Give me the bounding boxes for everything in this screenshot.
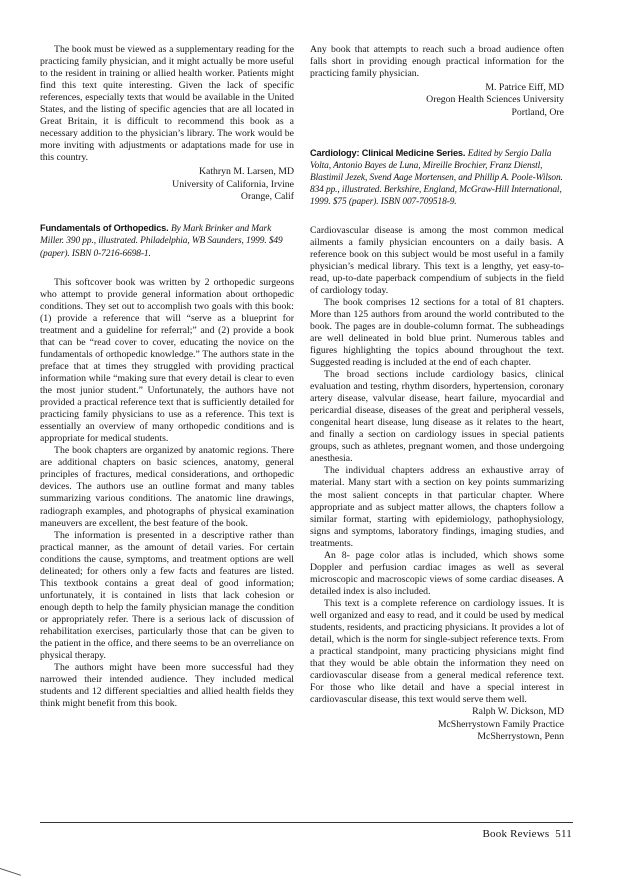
review-paragraph: The information is presented in a descriptive rather than practical manner, as the amount of detail varies. For certain conditions the cause, symptoms, and treatment options are well delineated; for others only a few facts and features are listed. This textbook contains a great deal of good information; unfortunately, it is contained in lists that lack cohesion or enough depth to help the family physician manage the condition or appropriately refer. There is a serious lack of discussion of rehabilitation exercises, particularly those that can be given to the patient in the office, and there seems to be an overreliance on physical therapy. bbox=[40, 529, 294, 662]
reviewer-affiliation: McSherrystown Family Practice bbox=[437, 718, 564, 730]
book-details: By Mark Brinker and Mark Miller. 390 pp., illustrated. Philadelphia, WB Saunders, 1999. $49 (paper). ISBN 0-7216-6698-1. bbox=[40, 224, 283, 259]
scan-corner-mark bbox=[0, 868, 21, 876]
review-paragraph: An 8- page color atlas is included, which shows some Doppler and perfusion cardiac images as well as several microscopic and macroscopic views of some cardiac diseases. A detailed index is also included. bbox=[310, 549, 564, 597]
reviewer-name: Kathryn M. Larsen, MD bbox=[198, 166, 294, 178]
left-column bbox=[40, 44, 294, 710]
review-paragraph: This text is a complete reference on cardiology issues. It is well organized and easy to read, and it could be used by medical students, residents, and practicing physicians. It provides a lot of detail, which is the norm for single-subject reference texts. From a practical standpoint, many practicing physicians might find that they would be able obtain the information they need on cardiovascular disease from a general medical reference text. For those who like detail and have a special interest in cardiovascular disease, this text would serve them well. bbox=[310, 597, 564, 706]
book-title: Fundamentals of Orthopedics. bbox=[40, 223, 169, 234]
review-paragraph: The individual chapters address an exhaustive array of material. Many start with a section on key points summarizing the most salient concepts in that particular chapter. Where appropriate and as subject matter allows, the chapters follow a similar format, starting with epidemiology, pathophysiology, signs and symptoms, laboratory findings, imaging studies, and treatments. bbox=[310, 465, 564, 549]
reviewer-signature-larsen bbox=[40, 166, 294, 203]
page-footer bbox=[483, 828, 572, 840]
review-paragraph: Cardiovascular disease is among the most common medical ailments a family physician encounters on a daily basis. A reference book on this subject would be most useful in a family physician’s medical library. This text is a lengthy, yet easy-to-read, up-to-date paperback compendium of subjects in the field of cardiology today. bbox=[310, 224, 564, 296]
reviewer-affiliation: University of California, Irvine bbox=[172, 178, 294, 190]
reviewer-signature-eiff bbox=[310, 82, 564, 119]
reviewer-affiliation: Oregon Health Sciences University bbox=[426, 94, 564, 106]
review-paragraph: The broad sections include cardiology basics, clinical evaluation and testing, rhythm disorders, hypertension, coronary artery disease, valvular disease, heart failure, myocardial and pericardial disease, diseases of the great and peripheral vessels, congenital heart disease, lung disease as it relates to the heart, and finally a section on cardiology issues in special patients groups, such as athletes, pregnant women, and those undergoing anesthesia. bbox=[310, 369, 564, 465]
review2-closing-paragraph: Any book that attempts to reach such a broad audience often falls short in providing enough practical information for the practicing family physician. bbox=[310, 44, 564, 80]
review1-closing-paragraph: The book must be viewed as a supplementary reading for the practicing family physician, and it might actually be more useful to the resident in training or allied health worker. Patients might find this text quite interesting. Given the lack of specific references, especially texts that would be available in the United States, and the listing of specific agencies that are all located in Great Britain, it is difficult to recommend this book as a necessary addition to the physician’s library. The work would be more inviting with adjustments or adaptations made for use in this country. bbox=[40, 44, 294, 164]
reviewer-signature-dickson bbox=[310, 706, 564, 743]
review-paragraph: The authors might have been more successful had they narrowed their intended audience. They included medical students and 12 different specialties and allied health fields they think might benefit from this book. bbox=[40, 662, 294, 710]
review-heading-orthopedics bbox=[40, 222, 294, 259]
book-details: Edited by Sergio Dalla Volta, Antonio Bayes de Luna, Mireille Brochier, Franz Dienstl, Blastimil Jezek, Svend Aage Mortensen, and Phillip A. Poole-Wilson. 834 pp., illustrated. Berkshire, England, McGraw-Hill International, 1999. $75 (paper). ISBN 007-709518-9. bbox=[310, 149, 563, 208]
footer-rule bbox=[40, 822, 573, 823]
book-title: Cardiology: Clinical Medicine Series. bbox=[310, 148, 466, 159]
review-heading-cardiology bbox=[310, 147, 564, 208]
right-column bbox=[310, 44, 564, 743]
reviewer-name: Ralph W. Dickson, MD bbox=[472, 706, 564, 718]
reviewer-location: McSherrystown, Penn bbox=[477, 730, 564, 742]
review-paragraph: The book comprises 12 sections for a total of 81 chapters. More than 125 authors from around the world contributed to the book. The pages are in double-column format. The subheadings are well delineated in bold blue print. Numerous tables and figures highlighting the topics abound throughout the text. Suggested reading is included at the end of each chapter. bbox=[310, 296, 564, 369]
review-paragraph: The book chapters are organized by anatomic regions. There are additional chapters on basic sciences, anatomy, general principles of fractures, medical considerations, and orthopedic devices. The authors use an outline format and many tables summarizing various conditions. The anatomic line drawings, radiograph examples, and photographs of physical examination maneuvers are excellent, the best feature of the book. bbox=[40, 445, 294, 529]
reviewer-name: M. Patrice Eiff, MD bbox=[485, 82, 564, 94]
review-paragraph: This softcover book was written by 2 orthopedic surgeons who attempt to provide general information about orthopedic conditions. They set out to accomplish two goals with this book: (1) provide a reference that will “serve as a blueprint for treatment and a guideline for referral;” and (2) provide a book that can be “read cover to cover, educating the novice on the fundamentals of orthopedic knowledge.” The authors state in the preface that at times they struggled with providing practical information while “making sure that every detail is clear to even the most junior student.” Unfortunately, the authors have not provided a practical reference text that is sufficiently detailed for practicing family physicians to use as a reference. This text is essentially an overview of many orthopedic conditions and is appropriate for medical students. bbox=[40, 276, 294, 445]
reviewer-location: Portland, Ore bbox=[511, 106, 564, 118]
footer-section-title: Book Reviews bbox=[482, 828, 550, 840]
page-number: 511 bbox=[555, 828, 572, 840]
reviewer-location: Orange, Calif bbox=[240, 191, 294, 203]
